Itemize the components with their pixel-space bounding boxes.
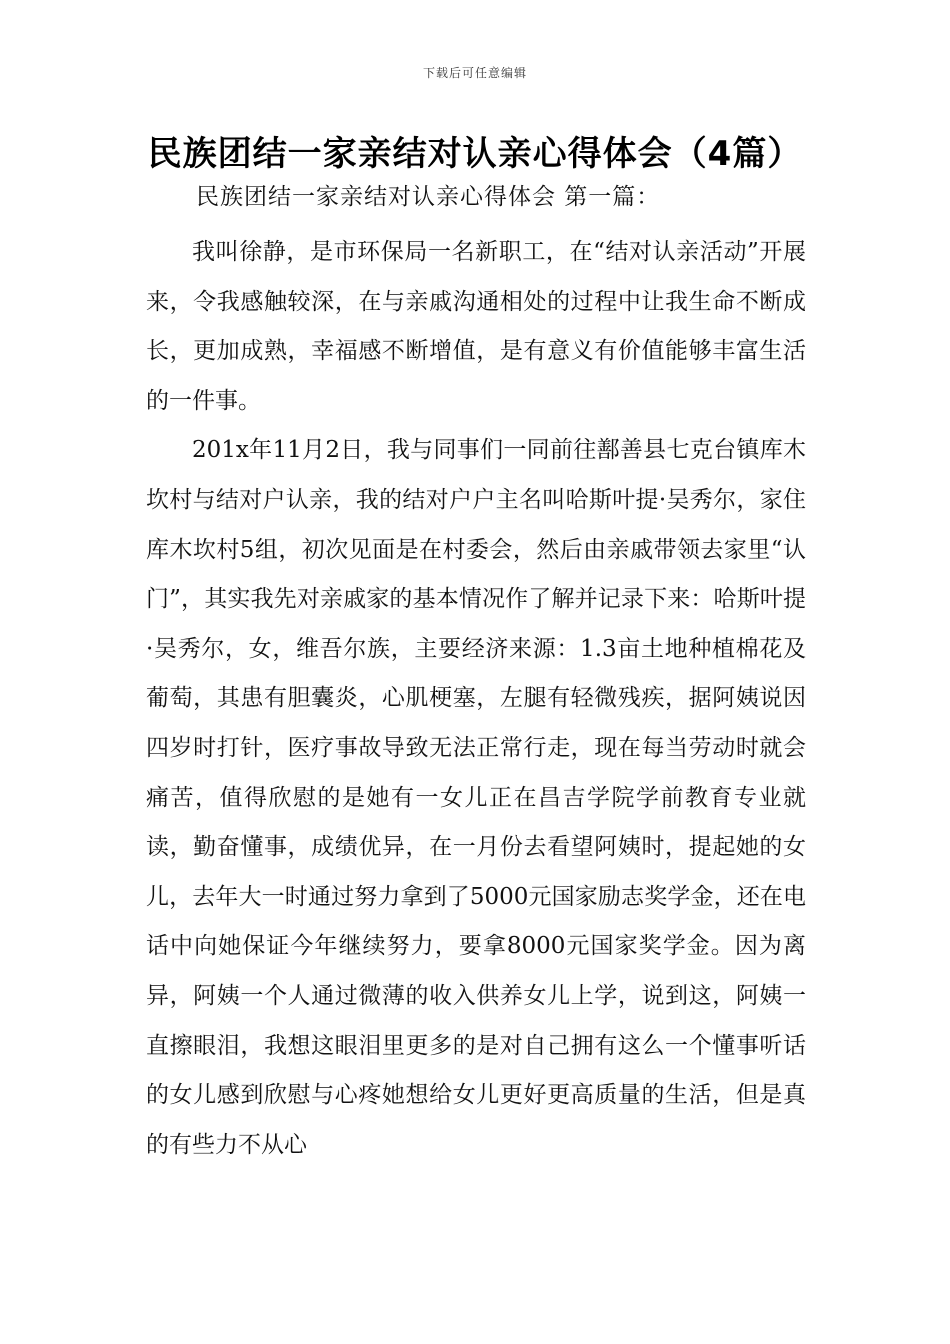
document-title: 民族团结一家亲结对认亲心得体会（4篇）: [147, 134, 803, 174]
paragraph-2: 201x年11月2日，我与同事们一同前往鄯善县七克台镇库木坎村与结对户认亲，我的结对户户主名叫哈斯叶提·吴秀尔，家住库木坎村5组，初次见面是在村委会，然后由亲戚带领去家里“认门”，其实我先对亲戚家的基本情况作了解并记录下来：哈斯叶提·吴秀尔，女，维吾尔族，主要经济来源：1.3亩土地种植棉花及葡萄，其患有胆囊炎，心肌梗塞，左腿有轻微残疾，据阿姨说因四岁时打针，医疗事故导致无法正常行走，现在每当劳动时就会痛苦，值得欣慰的是她有一女儿正在昌吉学院学前教育专业就读，勤奋懂事，成绩优异，在一月份去看望阿姨时，提起她的女儿，去年大一时通过努力拿到了5000元国家励志奖学金，还在电话中向她保证今年继续努力，要拿8000元国家奖学金。因为离异，阿姨一个人通过微薄的收入供养女儿上学，说到这，阿姨一直擦眼泪，我想这眼泪里更多的是对自己拥有这么一个懂事听话的女儿感到欣慰与心疼她想给女儿更好更高质量的生活，但是真的有些力不从心: [146, 437, 806, 1158]
header-note: 下载后可任意编辑: [422, 66, 527, 80]
paragraph-1: 我叫徐静，是市环保局一名新职工，在“结对认亲活动”开展来，令我感触较深，在与亲戚沟通相处的过程中让我生命不断成长，更加成熟，幸福感不断增值，是有意义有价值能够丰富生活的一件事。: [146, 239, 806, 414]
section-heading: 民族团结一家亲结对认亲心得体会 第一篇：: [196, 184, 661, 210]
document-body: [146, 228, 806, 1170]
